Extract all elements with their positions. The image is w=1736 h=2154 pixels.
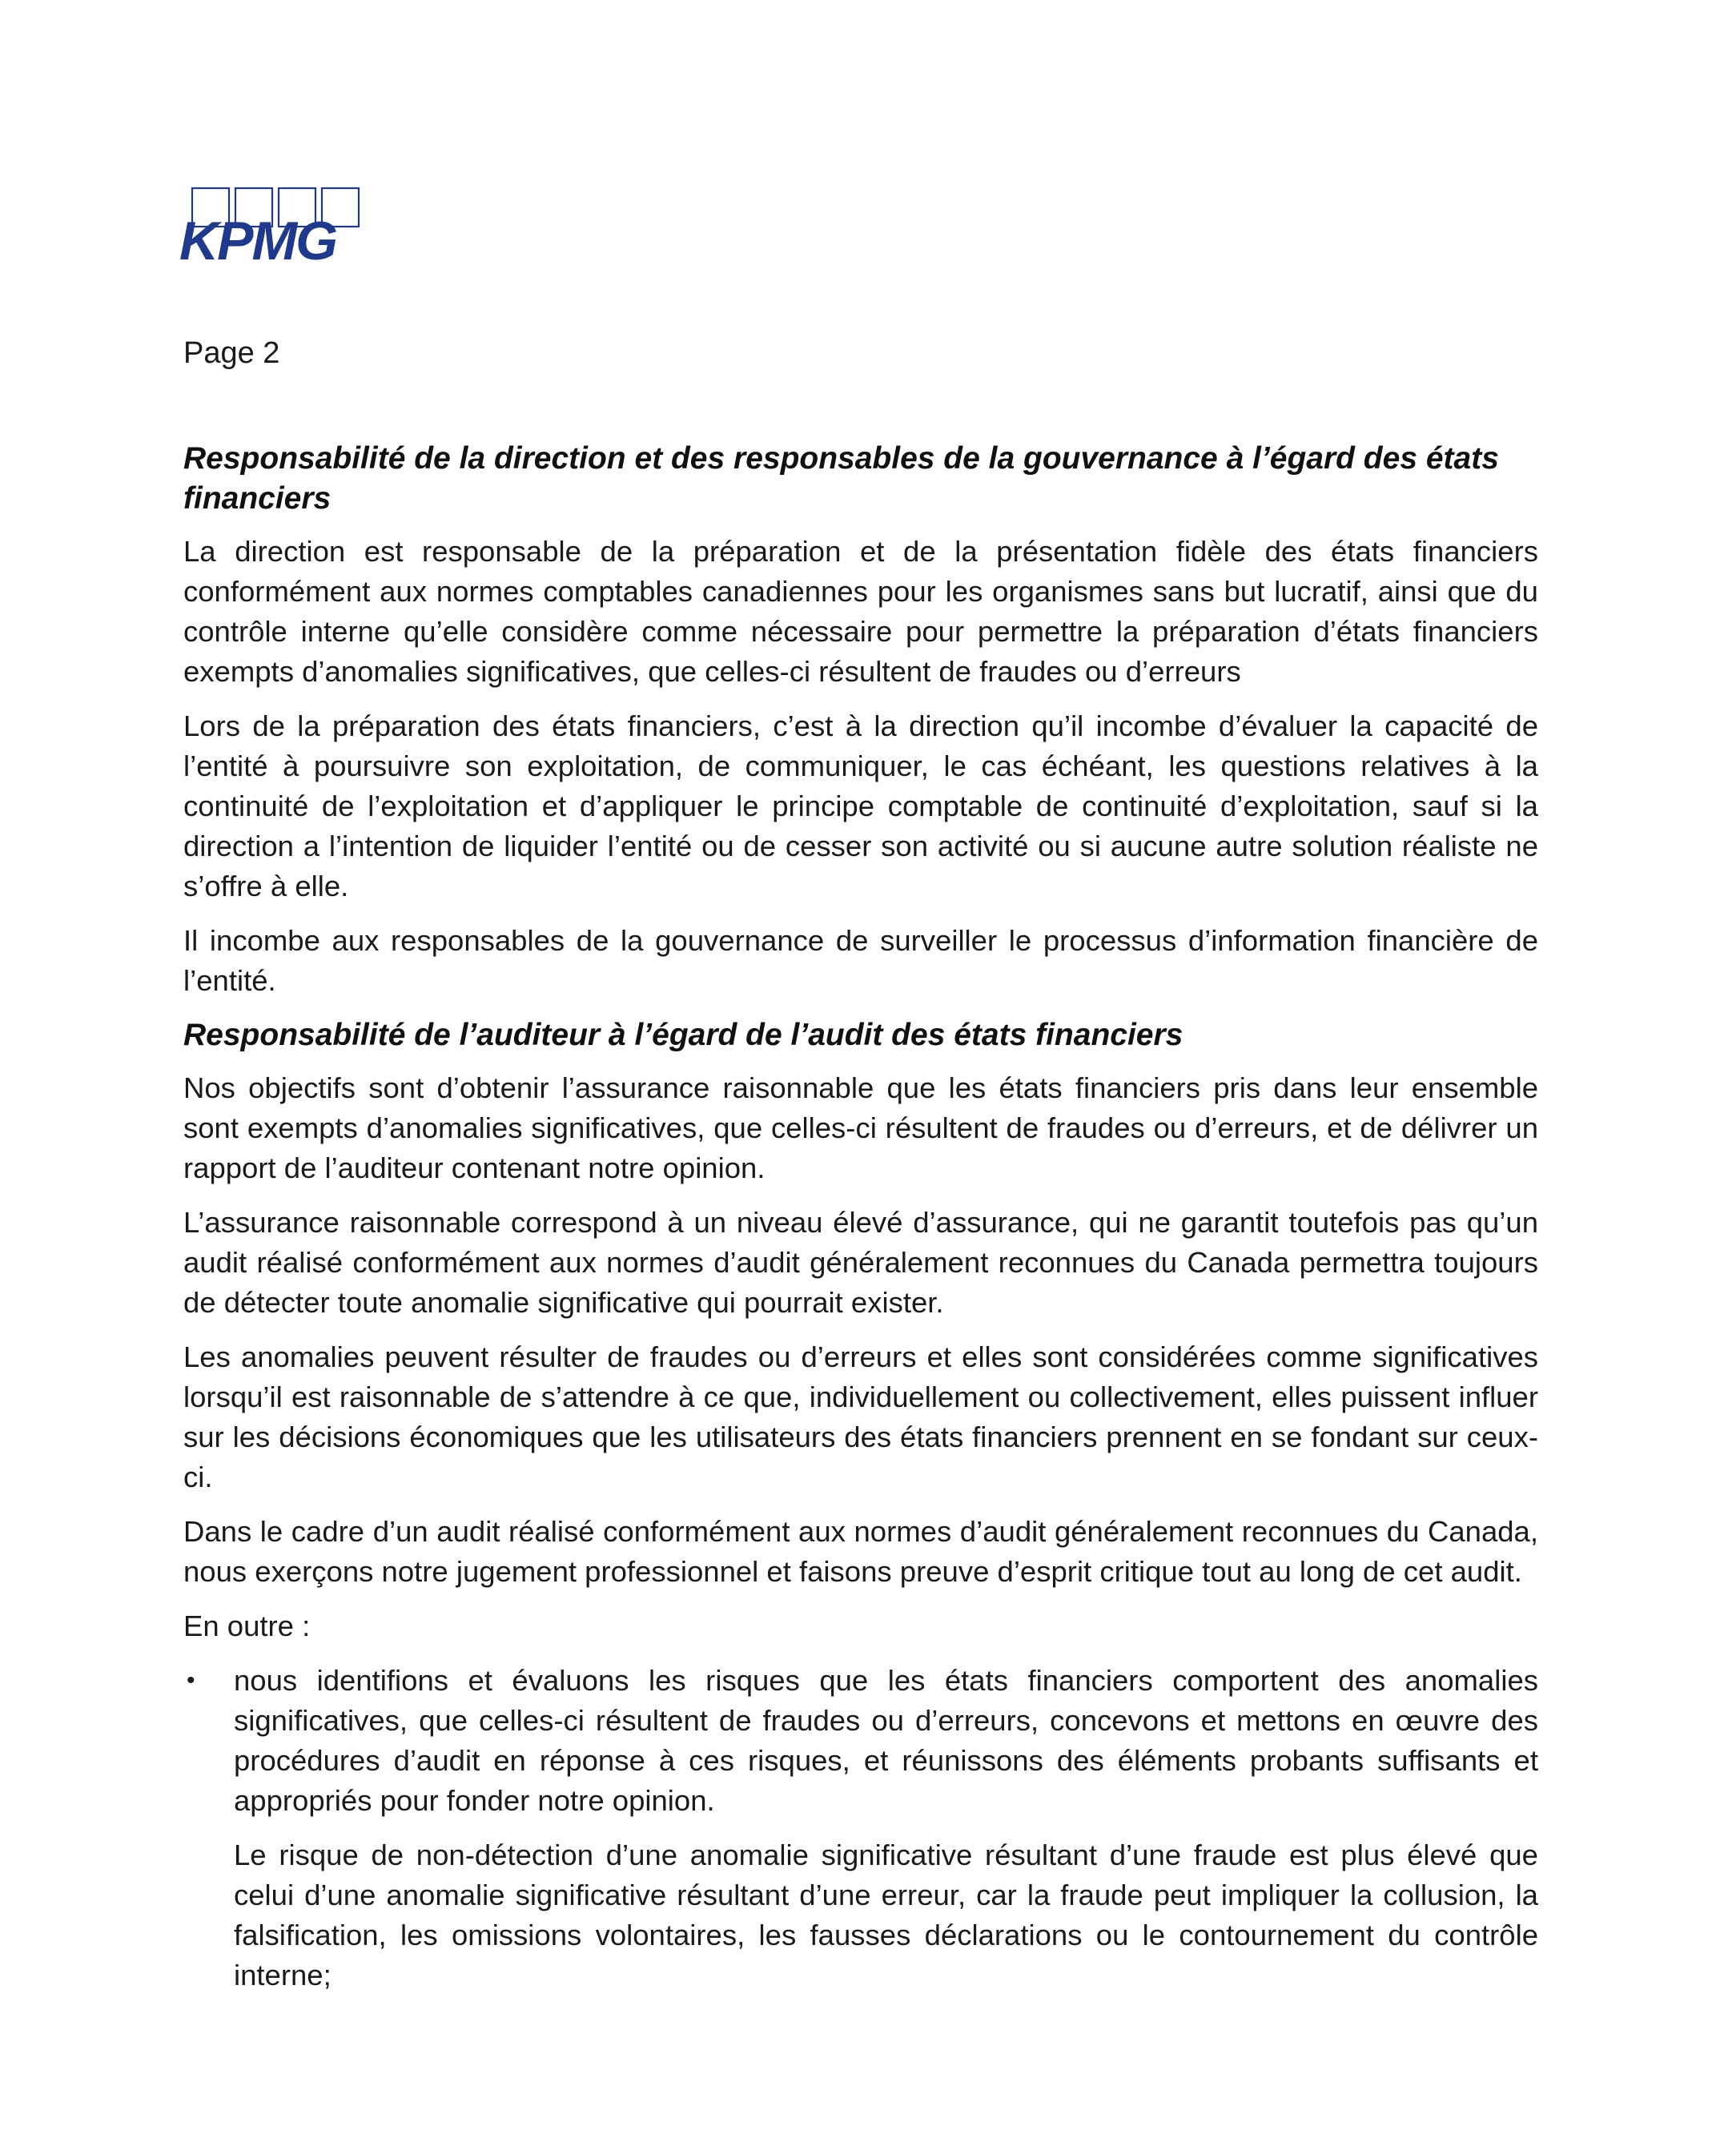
- list-item-text: nous identifions et évaluons les risques que les états financiers comportent des anomalies significatives, que celles-ci résultent de fraudes ou d’erreurs, concevons et mettons en œuvre des procédures d’audit en réponse à ces risques, et réunissons des éléments probants suffisants et appropriés pour fonder notre opinion.: [234, 1664, 1538, 1817]
- paragraph: La direction est responsable de la préparation et de la présentation fidèle des états financiers conformément aux normes comptables canadiennes pour les organismes sans but lucratif, ainsi que du contrôle interne qu’elle considère comme nécessaire pour permettre la préparation d’états financiers exempts d’anomalies significatives, que celles-ci résultent de fraudes ou d’erreurs: [183, 535, 1538, 688]
- paragraph: Le risque de non-détection d’une anomalie significative résultant d’une fraude est plus élevé que celui d’une anomalie significative résultant d’une erreur, car la fraude peut impliquer la collusion, la falsification, les omissions volontaires, les fausses déclarations ou le contournement du contrôle interne;: [234, 1839, 1538, 1991]
- bullet-icon: •: [187, 1667, 195, 1694]
- paragraph: Les anomalies peuvent résulter de fraudes ou d’erreurs et elles sont considérées comme significatives lorsqu’il est raisonnable de s’attendre à ce que, individuellement ou collectivement, elles puissent influer sur les décisions économiques que les utilisateurs des états financiers prennent en se fondant sur ceux-ci.: [183, 1340, 1538, 1493]
- paragraph: Nos objectifs sont d’obtenir l’assurance raisonnable que les états financiers pris dans leur ensemble sont exempts d’anomalies significatives, que celles-ci résultent de fraudes ou d’erreurs, et de délivrer un rapport de l’auditeur contenant notre opinion.: [183, 1071, 1538, 1184]
- document-body: [183, 439, 1538, 2010]
- svg-text:KPMG: KPMG: [179, 211, 336, 266]
- kpmg-logo: [178, 186, 362, 266]
- paragraph: Dans le cadre d’un audit réalisé conformément aux normes d’audit généralement reconnues du Canada, nous exerçons notre jugement professionnel et faisons preuve d’esprit critique tout au long de cet audit.: [183, 1515, 1538, 1588]
- section-heading-auditor-responsibility: Responsabilité de l’auditeur à l’égard de l’audit des états financiers: [183, 1018, 1183, 1052]
- paragraph: Il incombe aux responsables de la gouvernance de surveiller le processus d’information financière de l’entité.: [183, 924, 1538, 997]
- paragraph: En outre :: [183, 1609, 311, 1642]
- paragraph: L’assurance raisonnable correspond à un niveau élevé d’assurance, qui ne garantit toutefois pas qu’un audit réalisé conformément aux normes d’audit généralement reconnues du Canada permettra toujours de détecter toute anomalie significative qui pourrait exister.: [183, 1206, 1538, 1319]
- paragraph: Lors de la préparation des états financiers, c’est à la direction qu’il incombe d’évaluer la capacité de l’entité à poursuivre son exploitation, de communiquer, le cas échéant, les questions relatives à la continuité de l’exploitation et d’appliquer le principe comptable de continuité d’exploitation, sauf si la direction a l’intention de liquider l’entité ou de cesser son activité ou si aucune autre solution réaliste ne s’offre à elle.: [183, 709, 1538, 902]
- section-heading-management-responsibility: Responsabilité de la direction et des responsables de la gouvernance à l’égard des états financiers: [183, 441, 1499, 516]
- list-item: [183, 1661, 1538, 1821]
- page-number: Page 2: [183, 336, 280, 370]
- bullet-list: [183, 1661, 1538, 1821]
